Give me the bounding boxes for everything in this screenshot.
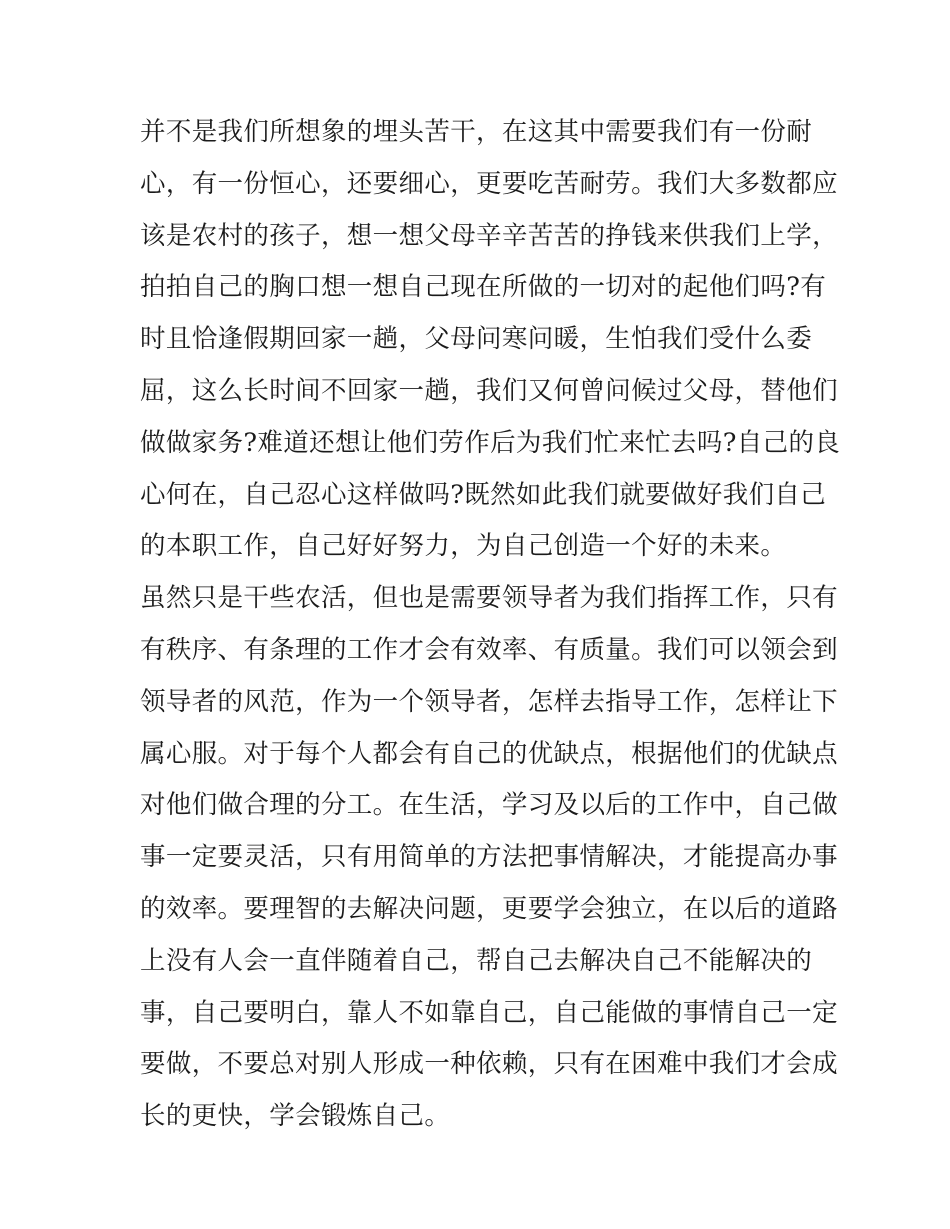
- text-line: 虽然只是干些农活，但也是需要领导者为我们指挥工作，只有: [140, 583, 838, 614]
- text-line: 心，有一份恒心，还要细心，更要吃苦耐劳。我们大多数都应: [140, 168, 838, 199]
- text-line: 要做，不要总对别人形成一种依赖，只有在困难中我们才会成: [140, 1049, 838, 1080]
- text-line: 时且恰逢假期回家一趟，父母问寒问暖，生怕我们受什么委: [140, 324, 813, 355]
- text-line: 长的更快，学会锻炼自己。: [140, 1101, 451, 1132]
- body-text: [140, 107, 841, 1143]
- text-line: 事，自己要明白，靠人不如靠自己，自己能做的事情自己一定: [140, 997, 838, 1028]
- text-line: 属心服。对于每个人都会有自己的优缺点，根据他们的优缺点: [140, 738, 838, 769]
- text-line: 拍拍自己的胸口想一想自己现在所做的一切对的起他们吗?有: [140, 272, 827, 303]
- text-line: 领导者的风范，作为一个领导者，怎样去指导工作，怎样让下: [140, 686, 838, 717]
- text-line: 并不是我们所想象的埋头苦干，在这其中需要我们有一份耐: [140, 117, 813, 147]
- text-line: 的本职工作，自己好好努力，为自己创造一个好的未来。: [140, 531, 787, 562]
- text-line: 事一定要灵活，只有用简单的方法把事情解决，才能提高办事: [140, 842, 838, 873]
- text-line: 该是农村的孩子，想一想父母辛辛苦苦的挣钱来供我们上学，: [140, 220, 838, 251]
- text-line: 上没有人会一直伴随着自己，帮自己去解决自己不能解决的: [140, 945, 813, 976]
- text-line: 屈，这么长时间不回家一趟，我们又何曾问候过父母，替他们: [140, 375, 838, 406]
- text-line: 对他们做合理的分工。在生活，学习及以后的工作中，自己做: [140, 790, 838, 821]
- text-line: 做做家务?难道还想让他们劳作后为我们忙来忙去吗?自己的良: [140, 427, 841, 458]
- text-line: 的效率。要理智的去解决问题，更要学会独立，在以后的道路: [140, 893, 838, 924]
- text-line: 心何在，自己忍心这样做吗?既然如此我们就要做好我们自己: [140, 479, 827, 510]
- text-line: 有秩序、有条理的工作才会有效率、有质量。我们可以领会到: [140, 634, 838, 665]
